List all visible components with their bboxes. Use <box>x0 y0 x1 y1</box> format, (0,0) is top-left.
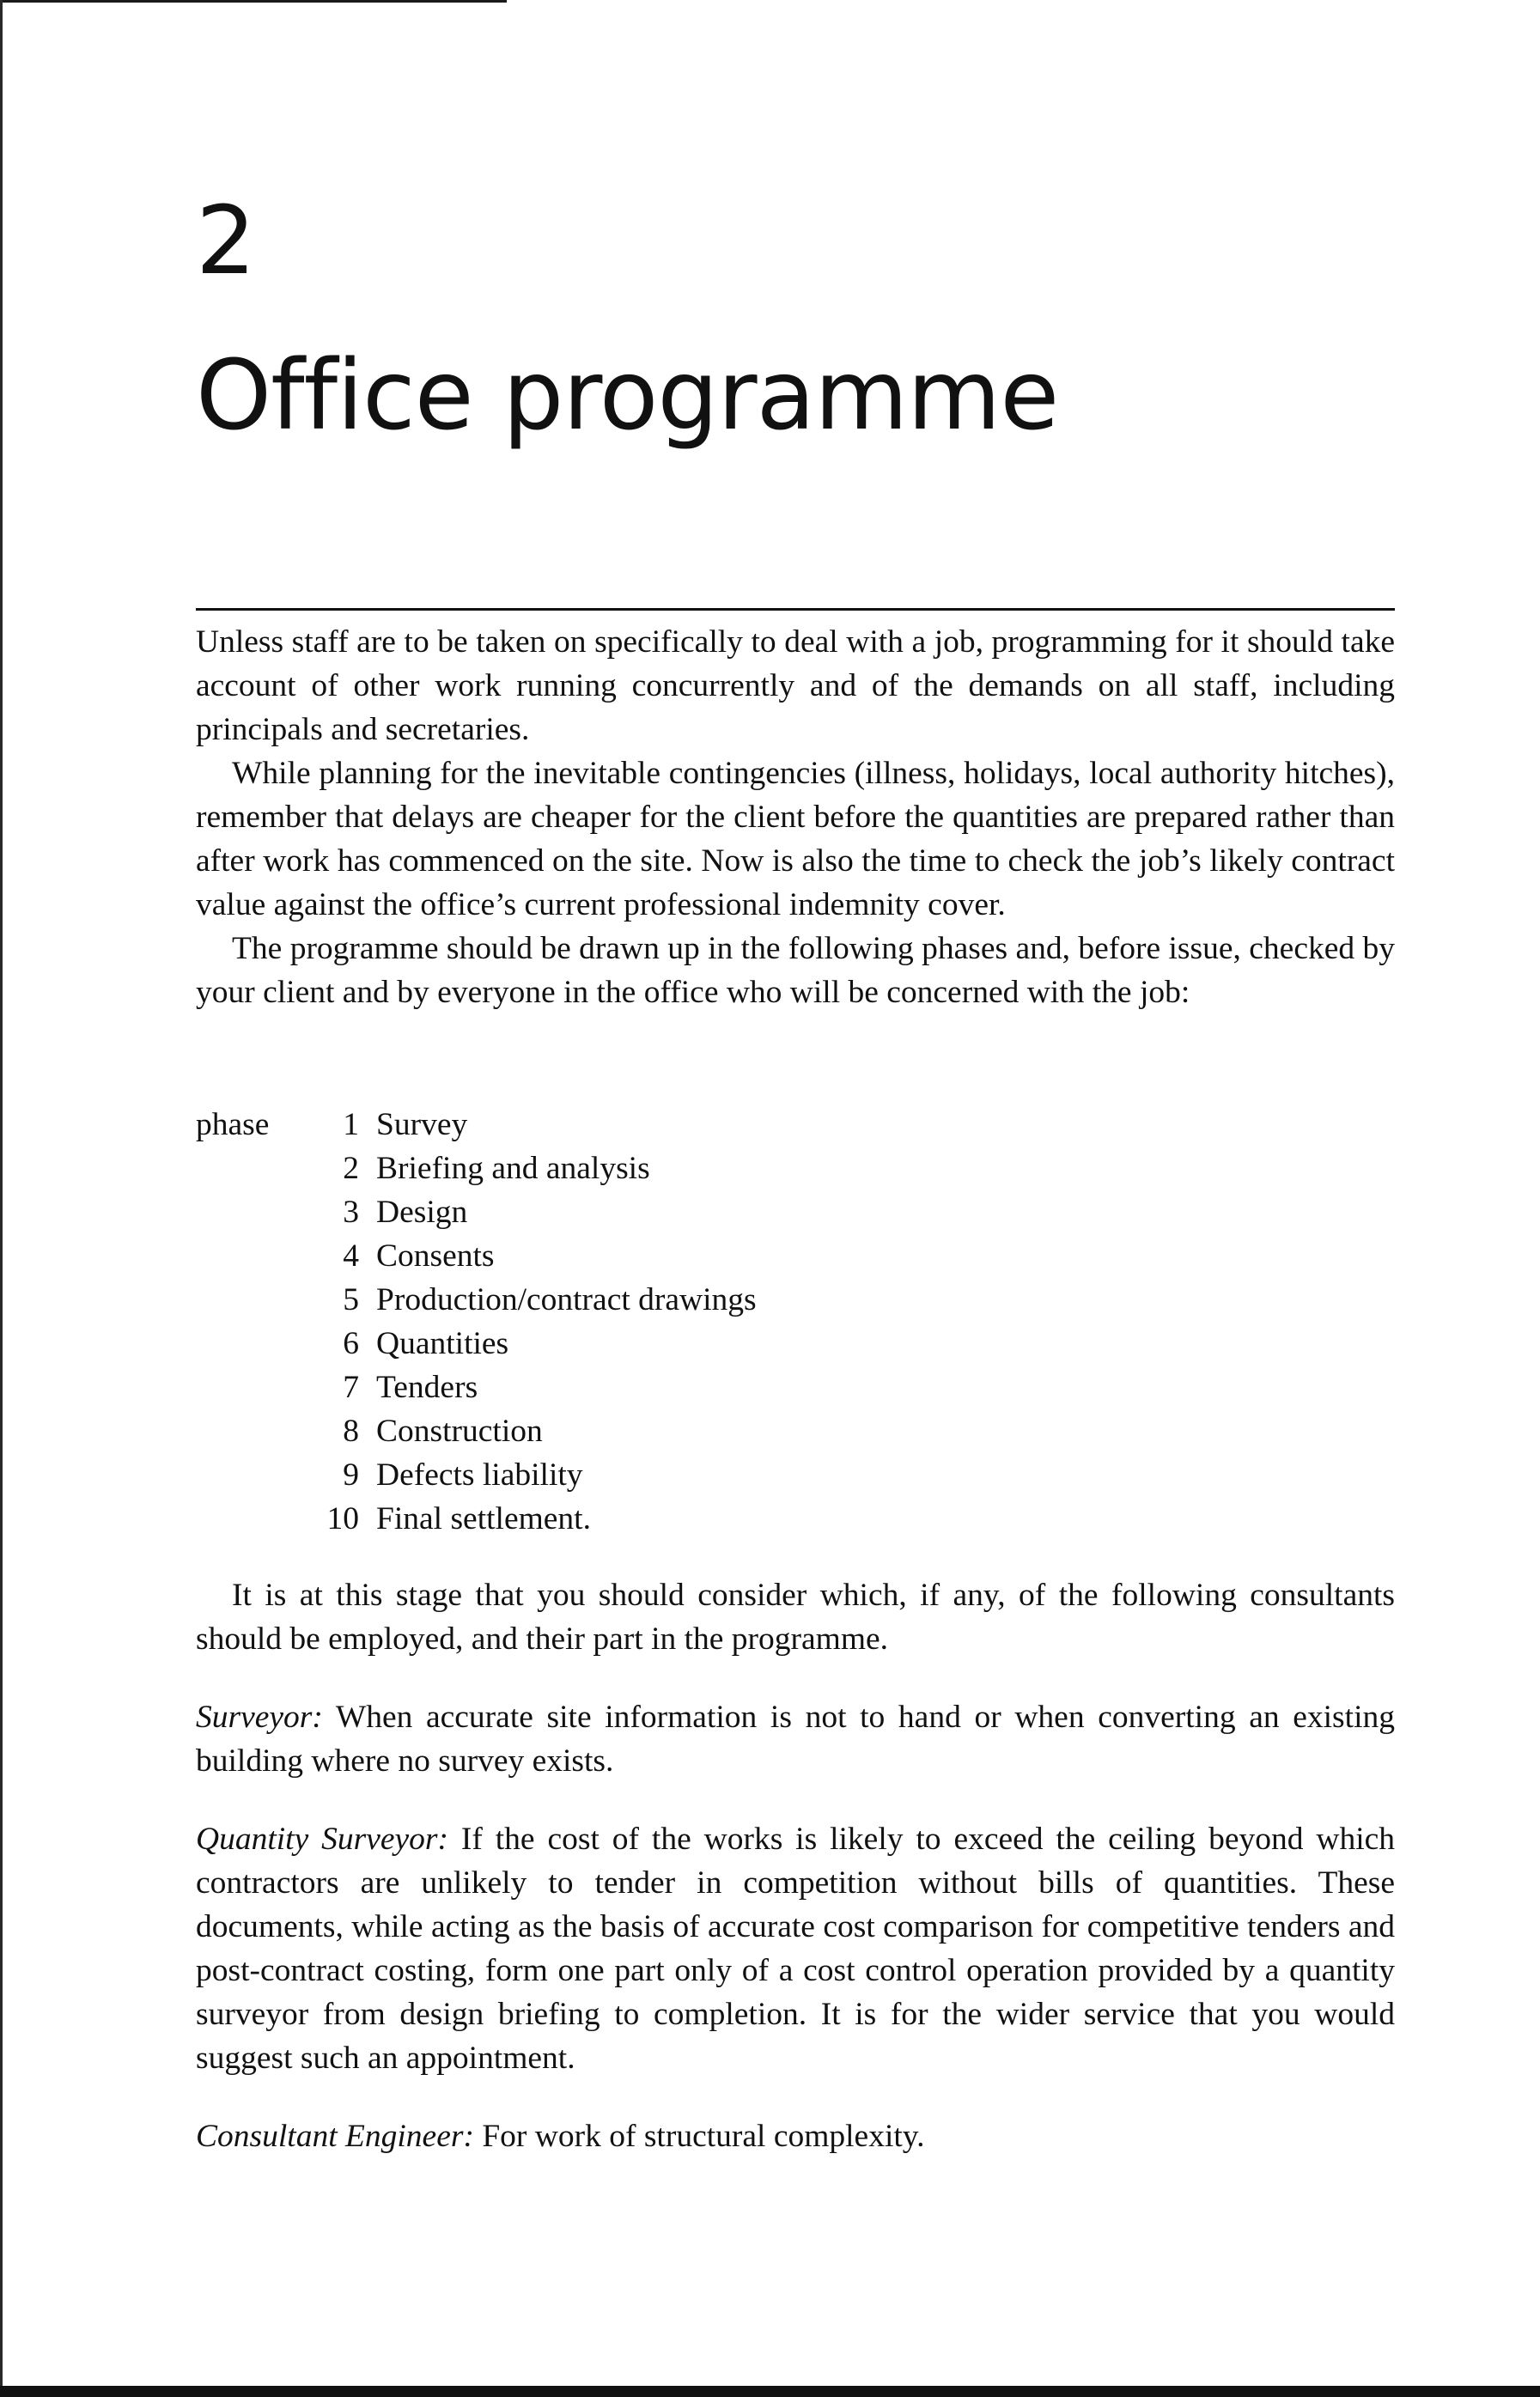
phase-row <box>196 1234 757 1278</box>
consultant-engineer-lead: Consultant Engineer: <box>196 2119 474 2154</box>
phase-number: 9 <box>343 1457 359 1493</box>
intro-section <box>196 620 1395 1014</box>
phase-name: Quantities <box>376 1326 509 1361</box>
consultant-engineer-paragraph <box>196 2114 1395 2158</box>
chapter-title: Office programme <box>196 340 1059 452</box>
phase-number: 6 <box>343 1326 359 1361</box>
phase-number: 1 <box>343 1107 359 1142</box>
intro-paragraph-3: The programme should be drawn up in the following phases and, before issue, checked by your client and by everyone in the office who will be concerned with the job: <box>196 931 1395 1010</box>
phase-number: 8 <box>343 1414 359 1449</box>
phase-row <box>196 1497 757 1541</box>
phase-row <box>196 1190 757 1234</box>
phase-name: Tenders <box>376 1370 478 1405</box>
quantity-surveyor-section <box>196 1817 1395 2080</box>
phase-name: Final settlement. <box>376 1501 591 1536</box>
phase-name: Briefing and analysis <box>376 1151 650 1186</box>
phase-name: Defects liability <box>376 1457 583 1493</box>
consultants-intro-section <box>196 1573 1395 1661</box>
phase-number: 4 <box>343 1238 359 1274</box>
quantity-surveyor-paragraph <box>196 1817 1395 2080</box>
phase-number: 7 <box>343 1370 359 1405</box>
scan-edge-bottom <box>0 2386 1540 2397</box>
quantity-surveyor-text: If the cost of the works is likely to exceed the ceiling beyond which contractors are unlikely to tender in competition without bills of quantities. These documents, while acting as the basis of accurate cost comparison for competitive tenders and post-contract costing, form one part only of a cost control operation provided by a quantity surveyor from design briefing to completion. It is for the wider service that you would suggest such an appointment. <box>196 1822 1396 2076</box>
scan-edge-top <box>0 0 507 3</box>
intro-paragraph-2: While planning for the inevitable contingencies (illness, holidays, local authority hitches), remember that delays are cheaper for the client before the quantities are prepared rather than after work has commenced on the site. Now is also the time to check the job’s likely contract value against the office’s current professional indemnity cover. <box>196 756 1395 922</box>
phase-name: Design <box>376 1195 468 1230</box>
intro-paragraph-1: Unless staff are to be taken on specifically to deal with a job, programming for it should take account of other work running concurrently and of the demands on all staff, including principals and secretaries. <box>196 624 1395 747</box>
phase-label: phase <box>196 1107 270 1142</box>
scan-edge-left <box>0 0 3 2397</box>
surveyor-section <box>196 1695 1395 1783</box>
phase-row <box>196 1409 757 1453</box>
phase-row <box>196 1322 757 1366</box>
phase-name: Consents <box>376 1238 495 1274</box>
phase-number: 2 <box>343 1151 359 1186</box>
surveyor-lead: Surveyor: <box>196 1700 323 1735</box>
chapter-number: 2 <box>196 186 256 295</box>
phase-row <box>196 1147 757 1190</box>
consultant-engineer-section <box>196 2114 1395 2158</box>
phase-name: Construction <box>376 1414 543 1449</box>
phase-list <box>196 1103 757 1541</box>
quantity-surveyor-lead: Quantity Surveyor: <box>196 1822 448 1857</box>
title-rule <box>196 608 1395 611</box>
phase-name: Survey <box>376 1107 468 1142</box>
phase-row <box>196 1453 757 1497</box>
consultant-engineer-text: For work of structural complexity. <box>473 2119 925 2154</box>
phase-row <box>196 1366 757 1409</box>
phase-row <box>196 1103 757 1147</box>
phase-number: 3 <box>343 1195 359 1230</box>
phase-number: 10 <box>326 1501 359 1536</box>
phase-row <box>196 1278 757 1322</box>
consultants-intro-paragraph: It is at this stage that you should consider which, if any, of the following consultants should be employed, and their part in the programme. <box>196 1578 1395 1657</box>
surveyor-text: When accurate site information is not to hand or when converting an existing building where no survey exists. <box>196 1700 1395 1779</box>
phase-name: Production/contract drawings <box>376 1282 757 1317</box>
phase-number: 5 <box>343 1282 359 1317</box>
surveyor-paragraph <box>196 1695 1395 1783</box>
